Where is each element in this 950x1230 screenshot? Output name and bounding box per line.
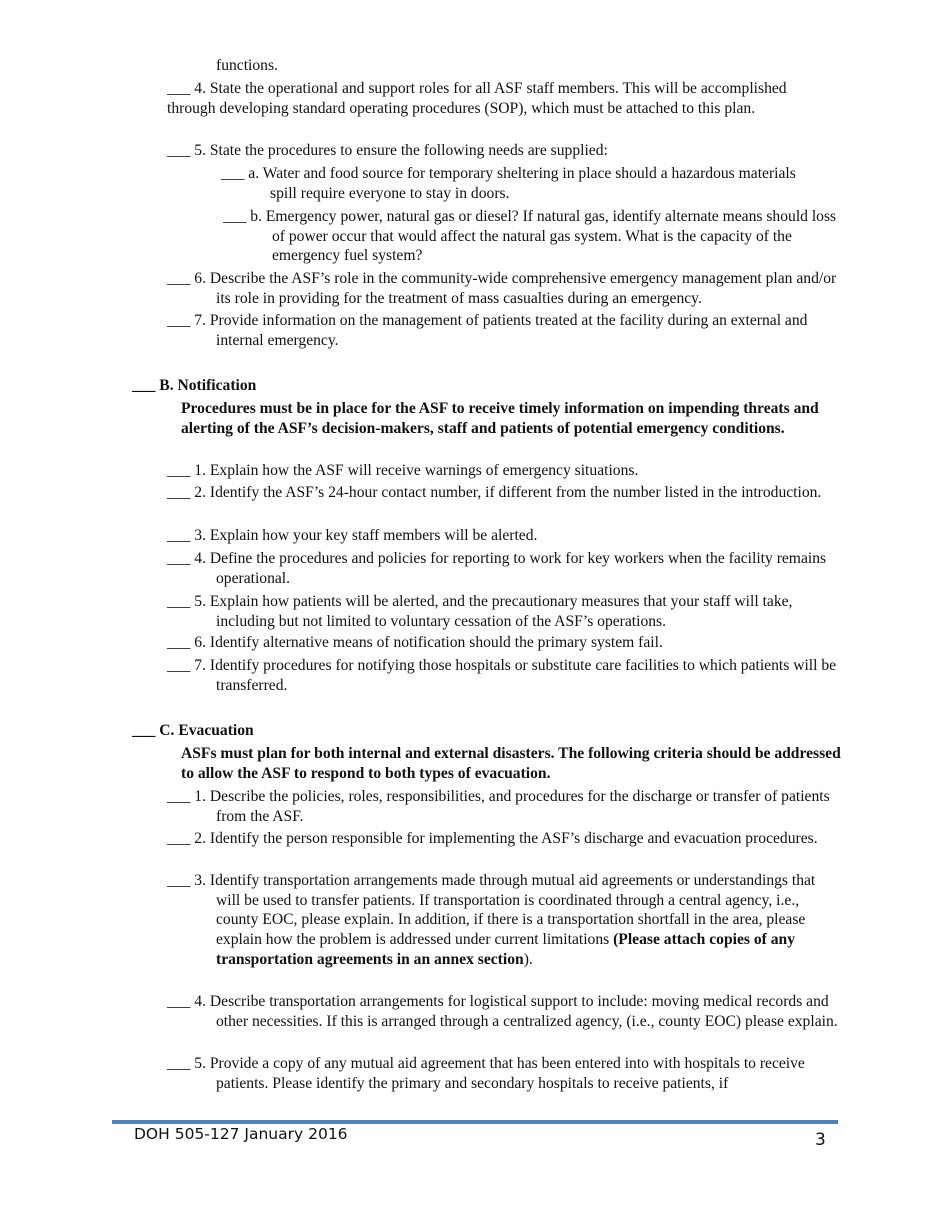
- footer-document-id: DOH 505-127 January 2016: [134, 1125, 348, 1143]
- footer-rule: [112, 1120, 838, 1124]
- list-item-c2: ___ 2. Identify the person responsible for implementing the ASF’s discharge and evacuation procedures.: [167, 830, 818, 847]
- list-item-c3-annex-note: (Please attach copies of any transportation agreements in an annex section: [216, 931, 796, 968]
- continued-text-functions: functions.: [216, 57, 278, 74]
- list-item-b5: ___ 5. Explain how patients will be alerted, and the precautionary measures that your staff will take, including but not limited to voluntary cessation of the ASF’s operations.: [167, 593, 793, 630]
- list-item-c4: ___ 4. Describe transportation arrangements for logistical support to include: moving medical records and other necessities. If this is arranged through a centralized agency, (i.e., county EOC) please explain.: [167, 993, 838, 1030]
- section-intro-evacuation: ASFs must plan for both internal and external disasters. The following criteria should be addressed to allow the ASF to respond to both types of evacuation.: [181, 745, 841, 782]
- list-item-b6: ___ 6. Identify alternative means of notification should the primary system fail.: [167, 634, 663, 651]
- section-heading-evacuation: ___ C. Evacuation: [132, 722, 254, 739]
- list-item-b7: ___ 7. Identify procedures for notifying those hospitals or substitute care facilities to which patients will be transferred.: [167, 657, 837, 694]
- list-item-a4: ___ 4. State the operational and support roles for all ASF staff members. This will be accomplished through developing standard operating procedures (SOP), which must be attached to this plan.: [167, 80, 787, 117]
- list-item-b2: ___ 2. Identify the ASF’s 24-hour contact number, if different from the number listed in the introduction.: [167, 484, 822, 501]
- list-item-c3-text: ___ 3. Identify transportation arrangements made through mutual aid agreements or understandings that will be used to transfer patients. If transportation is coordinated through a central agency, i.e., county EOC, please explain. In addition, if there is a transportation shortfall in the area, please explain how the problem is addressed under current limitations: [167, 872, 816, 949]
- list-item-b3: ___ 3. Explain how your key staff members will be alerted.: [167, 527, 538, 544]
- section-intro-notification: Procedures must be in place for the ASF to receive timely information on impending threats and alerting of the ASF’s decision-makers, staff and patients of potential emergency conditions.: [181, 400, 819, 437]
- list-item-c5: ___ 5. Provide a copy of any mutual aid agreement that has been entered into with hospitals to receive patients. Please identify the primary and secondary hospitals to receive patients, if: [167, 1055, 805, 1092]
- list-item-c3: [167, 871, 841, 970]
- list-item-b4: ___ 4. Define the procedures and policies for reporting to work for key workers when the facility remains operational.: [167, 550, 827, 587]
- page-number: 3: [815, 1130, 826, 1150]
- list-item-a5b: ___ b. Emergency power, natural gas or diesel? If natural gas, identify alternate means should loss of power occur that would affect the natural gas system. What is the capacity of the emergency fuel system?: [223, 208, 837, 265]
- list-item-a5a: ___ a. Water and food source for temporary sheltering in place should a hazardous materials spill require everyone to stay in doors.: [221, 165, 796, 202]
- list-item-a7: ___ 7. Provide information on the management of patients treated at the facility during an external and internal emergency.: [167, 312, 808, 349]
- section-heading-notification: ___ B. Notification: [132, 377, 257, 394]
- list-item-c1: ___ 1. Describe the policies, roles, responsibilities, and procedures for the discharge or transfer of patients from the ASF.: [167, 788, 830, 825]
- list-item-a6: ___ 6. Describe the ASF’s role in the community-wide comprehensive emergency management plan and/or its role in providing for the treatment of mass casualties during an emergency.: [167, 270, 837, 307]
- list-item-b1: ___ 1. Explain how the ASF will receive warnings of emergency situations.: [167, 462, 639, 479]
- list-item-a5: ___ 5. State the procedures to ensure the following needs are supplied:: [167, 142, 608, 159]
- list-item-c3-end: ).: [523, 950, 533, 968]
